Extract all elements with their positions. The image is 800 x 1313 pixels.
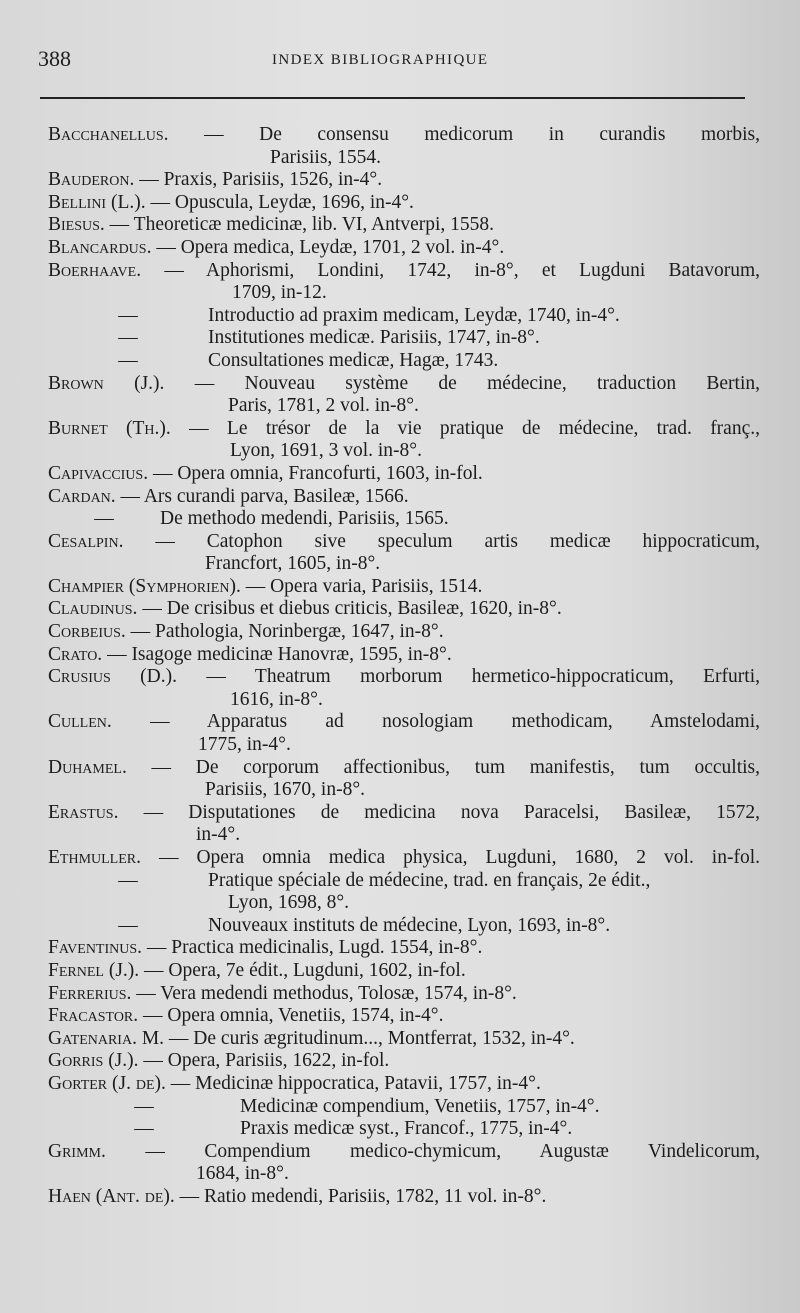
- entry-continuation: Francfort, 1605, in-8°.: [205, 553, 381, 575]
- entry-text: — Vera medendi methodus, Tolosæ, 1574, in-8°.: [136, 982, 517, 1004]
- entry-text: — Opera omnia, Venetiis, 1574, in-4°.: [143, 1005, 444, 1027]
- bibliography-entry: [48, 237, 760, 260]
- entry-continuation: 1775, in-4°.: [198, 734, 291, 756]
- entry-author: Champier (Symphorien).: [48, 575, 241, 597]
- entry-text: — De corporum affectionibus, tum manifestis, tum occultis,: [151, 756, 761, 778]
- sub-item-text: Institutiones medicæ. Parisiis, 1747, in-8°.: [208, 327, 540, 349]
- sub-item-text: Medicinæ compendium, Venetiis, 1757, in-4°.: [240, 1095, 600, 1117]
- bibliography-entry: [48, 124, 760, 169]
- bibliography-entry: [48, 418, 760, 463]
- entry-text: — Catophon sive speculum artis medicæ hippocraticum,: [155, 530, 760, 552]
- entry-text: — Medicinæ hippocratica, Patavii, 1757, in-4°.: [170, 1072, 541, 1094]
- ditto-dash: —: [134, 1095, 154, 1117]
- entry-text: — Isagoge medicinæ Hanovræ, 1595, in-8°.: [107, 643, 452, 665]
- entry-author: Grimm.: [48, 1140, 106, 1162]
- entry-author: Corbeius.: [48, 621, 126, 643]
- bibliography-entry: [48, 598, 760, 621]
- ditto-dash: —: [94, 508, 114, 530]
- entry-text: — Opera varia, Parisiis, 1514.: [245, 575, 483, 597]
- entry-text: — Opera omnia medica physica, Lugduni, 1680, 2 vol. in-fol.: [159, 847, 760, 868]
- entry-text: — De curis ægritudinum..., Montferrat, 1532, in-4°.: [168, 1027, 575, 1049]
- bibliography-entry: [48, 621, 760, 644]
- entry-sub-item: [48, 508, 760, 531]
- entry-text: — Compendium medico-chymicum, Augustæ Vindelicorum,: [145, 1140, 761, 1162]
- bibliography-entry: [48, 1073, 760, 1141]
- bibliography-entry: [48, 644, 760, 667]
- entry-text: — Ratio medendi, Parisiis, 1782, 11 vol. in-8°.: [179, 1185, 547, 1207]
- sub-item-text: Pratique spéciale de médecine, trad. en français, 2e édit.,: [208, 869, 651, 891]
- entry-continuation: in-4°.: [196, 824, 241, 846]
- entry-text: — Apparatus ad nosologiam methodicam, Amstelodami,: [150, 711, 760, 733]
- entry-author: Claudinus.: [48, 598, 138, 620]
- entry-author: Boerhaave.: [48, 259, 142, 281]
- entry-author: Cardan.: [48, 485, 116, 507]
- entry-continuation: 1709, in-12.: [232, 282, 327, 304]
- entry-author: Burnet (Th.).: [48, 417, 171, 439]
- entry-continuation: 1616, in-8°.: [230, 688, 323, 710]
- entry-text: — Theoreticæ medicinæ, lib. VI, Antverpi, 1558.: [109, 214, 495, 236]
- entry-author: Cullen.: [48, 711, 112, 733]
- bibliography-entry: [48, 847, 760, 937]
- entry-author: Capivaccius.: [48, 462, 149, 484]
- bibliography-entry: [48, 960, 760, 983]
- entry-text: — Disputationes de medicina nova Paracelsi, Basileæ, 1572,: [143, 801, 760, 823]
- bibliography-entry: [48, 260, 760, 373]
- entry-author: Gatenaria. M.: [48, 1027, 165, 1049]
- entry-author: Crusius (D.).: [48, 666, 177, 688]
- bibliography-entry: [48, 463, 760, 486]
- ditto-dash: —: [118, 304, 138, 326]
- bibliography-entry: [48, 1050, 760, 1073]
- page-header: [38, 46, 750, 76]
- bibliography-entry: [48, 214, 760, 237]
- entry-author: Erastus.: [48, 801, 119, 823]
- entry-text: — Opera, Parisiis, 1622, in-fol.: [143, 1050, 390, 1072]
- entry-author: Gorter (J. de).: [48, 1072, 166, 1094]
- bibliography-entry: [48, 1141, 760, 1186]
- ditto-dash: —: [118, 914, 138, 936]
- entry-text: — Le trésor de la vie pratique de médecine, trad. franç.,: [189, 417, 760, 439]
- sub-item-text: Nouveaux instituts de médecine, Lyon, 1693, in-8°.: [208, 914, 611, 936]
- entry-sub-item: [48, 915, 760, 938]
- entry-author: Ferrerius.: [48, 982, 132, 1004]
- entry-author: Crato.: [48, 643, 103, 665]
- ditto-dash: —: [118, 327, 138, 349]
- bibliography-entry: [48, 666, 760, 711]
- bibliography-entry: [48, 373, 760, 418]
- entry-author: Blancardus.: [48, 236, 152, 258]
- entry-continuation: Paris, 1781, 2 vol. in-8°.: [228, 395, 419, 417]
- entry-author: Bauderon.: [48, 169, 135, 191]
- bibliography-entry: [48, 576, 760, 599]
- bibliography-entry: [48, 192, 760, 215]
- bibliography-entry: [48, 757, 760, 802]
- bibliography-entry: [48, 486, 760, 531]
- ditto-dash: —: [134, 1118, 154, 1140]
- entry-text: — Aphorismi, Londini, 1742, in-8°, et Lugduni Batavorum,: [164, 259, 760, 281]
- entry-sub-item: [48, 870, 760, 893]
- sub-item-text: De methodo medendi, Parisiis, 1565.: [160, 508, 449, 530]
- bibliography-entry: [48, 1005, 760, 1028]
- entry-author: Bacchanellus.: [48, 124, 169, 145]
- entry-text: — De consensu medicorum in curandis morbis,: [204, 124, 761, 145]
- entry-sub-item: [48, 1096, 760, 1119]
- entry-continuation: Parisiis, 1554.: [270, 146, 382, 168]
- entry-text: — Opuscula, Leydæ, 1696, in-4°.: [150, 191, 414, 213]
- entry-text: — Praxis, Parisiis, 1526, in-4°.: [139, 169, 383, 191]
- entry-author: Bellini (L.).: [48, 191, 146, 213]
- entry-sub-item: [48, 350, 760, 373]
- entry-author: Biesus.: [48, 214, 105, 236]
- entry-text: — De crisibus et diebus criticis, Basileæ, 1620, in-8°.: [142, 598, 562, 620]
- bibliography-entry: [48, 711, 760, 756]
- entry-text: — Nouveau système de médecine, traduction Bertin,: [194, 372, 761, 394]
- entry-text: — Opera, 7e édit., Lugduni, 1602, in-fol.: [144, 959, 466, 981]
- entry-author: Fracastor.: [48, 1005, 139, 1027]
- entry-author: Ethmuller.: [48, 847, 142, 868]
- entry-author: Fernel (J.).: [48, 959, 140, 981]
- entry-author: Gorris (J.).: [48, 1050, 139, 1072]
- entry-continuation: 1684, in-8°.: [196, 1163, 289, 1185]
- entry-continuation: Lyon, 1691, 3 vol. in-8°.: [230, 440, 422, 462]
- bibliography-entry: [48, 531, 760, 576]
- entry-sub-item: [48, 327, 760, 350]
- entry-continuation: Parisiis, 1670, in-8°.: [205, 779, 366, 801]
- header-rule: [40, 97, 745, 99]
- entry-text: — Pathologia, Norinbergæ, 1647, in-8°.: [130, 621, 444, 643]
- ditto-dash: —: [118, 349, 138, 371]
- ditto-dash: —: [118, 869, 138, 891]
- bibliography-entry: [48, 1186, 760, 1209]
- entry-author: Duhamel.: [48, 756, 127, 778]
- entry-text: — Ars curandi parva, Basileæ, 1566.: [120, 485, 409, 507]
- bibliography-entry: [48, 983, 760, 1006]
- entry-text: — Theatrum morborum hermetico-hippocraticum, Erfurti,: [206, 666, 760, 688]
- page-number: 388: [38, 46, 71, 71]
- running-title: INDEX BIBLIOGRAPHIQUE: [272, 52, 489, 68]
- bibliography-entry: [48, 937, 760, 960]
- entry-text: — Practica medicinalis, Lugd. 1554, in-8°.: [146, 937, 483, 959]
- entry-continuation: Lyon, 1698, 8°.: [228, 892, 350, 914]
- entry-author: Faventinus.: [48, 937, 143, 959]
- entry-author: Brown (J.).: [48, 372, 165, 394]
- entry-text: — Opera medica, Leydæ, 1701, 2 vol. in-4°.: [156, 236, 505, 258]
- bibliography-entry: [48, 169, 760, 192]
- sub-item-text: Introductio ad praxim medicam, Leydæ, 1740, in-4°.: [208, 304, 620, 326]
- bibliography-list: [48, 124, 760, 1209]
- bibliography-entry: [48, 1028, 760, 1051]
- entry-sub-item: [48, 1118, 760, 1141]
- sub-item-text: Praxis medicæ syst., Francof., 1775, in-4°.: [240, 1118, 573, 1140]
- entry-author: Haen (Ant. de).: [48, 1185, 175, 1207]
- entry-sub-item: [48, 305, 760, 328]
- entry-text: — Opera omnia, Francofurti, 1603, in-fol.: [152, 462, 483, 484]
- bibliography-entry: [48, 802, 760, 847]
- sub-item-text: Consultationes medicæ, Hagæ, 1743.: [208, 349, 499, 371]
- entry-author: Cesalpin.: [48, 530, 124, 552]
